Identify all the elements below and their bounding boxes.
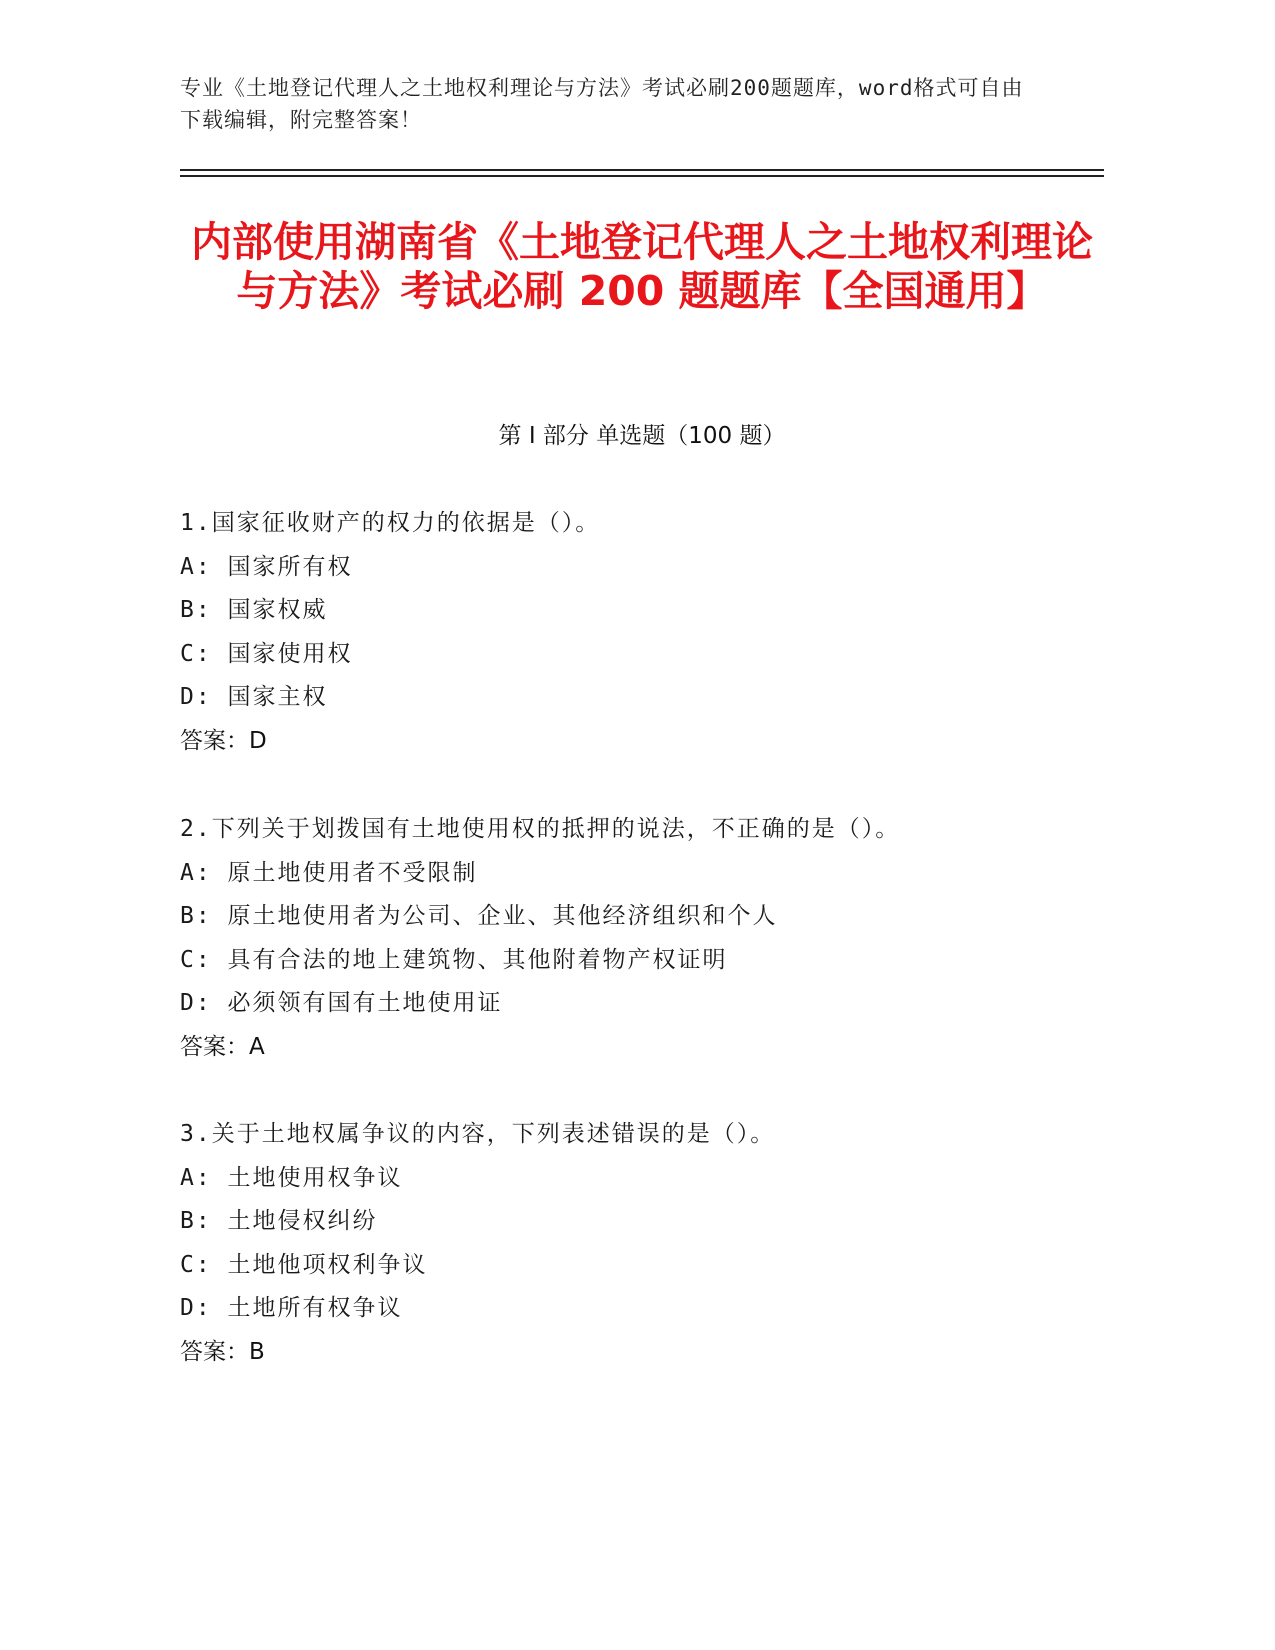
option-c: C: 具有合法的地上建筑物、其他附着物产权证明 [180, 946, 728, 973]
question-1 [180, 502, 1104, 763]
option-b: B: 国家权威 [180, 597, 328, 623]
option-d: D: 土地所有权争议 [180, 1295, 403, 1321]
option-a: A: 原土地使用者不受限制 [180, 859, 478, 886]
question-stem: 1.国家征收财产的权力的依据是（）。 [180, 510, 601, 536]
document-title: 内部使用湖南省《土地登记代理人之土地权利理论与方法》考试必刷 200 题题库【全国通用】 [191, 218, 1093, 315]
option-d: D: 必须领有国有土地使用证 [180, 990, 503, 1016]
header-note: 专业《土地登记代理人之土地权利理论与方法》考试必刷200题题库，word格式可自由下载编辑，附完整答案！ [180, 76, 1024, 132]
option-b: B: 原土地使用者为公司、企业、其他经济组织和个人 [180, 903, 778, 929]
option-a: A: 土地使用权争议 [180, 1164, 403, 1191]
header-rule-top [180, 169, 1104, 171]
answer: 答案：B [180, 1338, 265, 1365]
answer: 答案：A [180, 1033, 265, 1060]
question-2 [180, 808, 1104, 1069]
option-c: C: 土地他项权利争议 [180, 1251, 428, 1278]
option-c: C: 国家使用权 [180, 640, 353, 667]
question-3 [180, 1113, 1104, 1374]
option-a: A: 国家所有权 [180, 553, 353, 580]
section-title: 第 I 部分 单选题（100 题） [498, 423, 786, 449]
answer: 答案：D [180, 727, 267, 754]
header-rule-bottom [180, 175, 1104, 177]
option-d: D: 国家主权 [180, 684, 328, 710]
question-stem: 3.关于土地权属争议的内容，下列表述错误的是（）。 [180, 1121, 776, 1147]
question-stem: 2.下列关于划拨国有土地使用权的抵押的说法，不正确的是（）。 [180, 816, 901, 842]
option-b: B: 土地侵权纠纷 [180, 1208, 378, 1234]
